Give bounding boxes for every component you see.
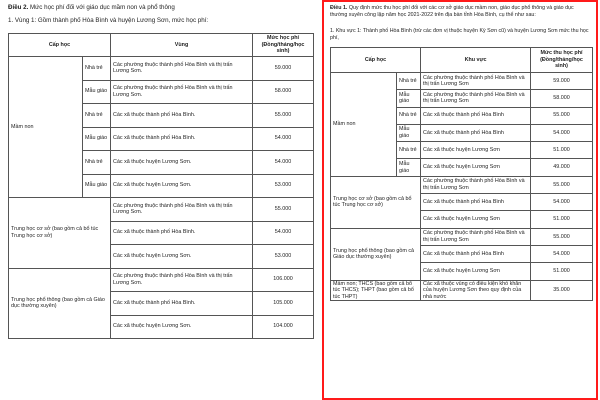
- fee-cell: 51.000: [531, 211, 593, 228]
- fee-cell: 55.000: [531, 228, 593, 245]
- level-cell: Trung học phổ thông (bao gồm cả Giáo dục thường xuyên): [331, 228, 421, 280]
- left-article-title: [8, 4, 313, 12]
- age-type-cell: Nhà trẻ: [83, 151, 111, 175]
- table-row: [331, 176, 593, 193]
- right-header-region: Khu vực: [421, 48, 531, 73]
- fee-cell: 58.000: [531, 90, 593, 107]
- right-document-highlighted: [322, 0, 598, 400]
- age-type-cell: Mẫu giáo: [397, 90, 421, 107]
- fee-cell: 53.000: [253, 245, 314, 269]
- left-article-text: Mức học phí đối với giáo dục mầm non và phổ thông: [28, 4, 175, 11]
- left-header-row: [9, 34, 314, 57]
- table-row: [331, 228, 593, 245]
- left-table-body: [9, 57, 314, 339]
- region-cell: Các xã thuộc huyện Lương Sơn.: [111, 245, 253, 269]
- left-fee-table: [8, 33, 314, 339]
- right-table-body: [331, 73, 593, 301]
- fee-cell: 51.000: [531, 142, 593, 159]
- age-type-cell: Mẫu giáo: [397, 159, 421, 176]
- age-type-cell: Mẫu giáo: [83, 127, 111, 151]
- right-header-fee: Mức thu học phí (Đồng/tháng/học sinh): [531, 48, 593, 73]
- fee-cell: 105.000: [253, 292, 314, 316]
- age-type-cell: Nhà trẻ: [83, 104, 111, 128]
- age-type-cell: Nhà trẻ: [83, 57, 111, 81]
- region-cell: Các phường thuộc thành phố Hòa Bình và thị trấn Lương Sơn.: [111, 198, 253, 222]
- age-type-cell: Mẫu giáo: [83, 174, 111, 198]
- left-header-fee: Mức học phí (Đồng/tháng/học sinh): [253, 34, 314, 57]
- level-cell: Mầm non: [331, 73, 397, 177]
- fee-cell: 53.000: [253, 174, 314, 198]
- level-cell: Trung học phổ thông (bao gồm cả Giáo dục thường xuyên): [9, 268, 111, 339]
- fee-cell: 54.000: [531, 245, 593, 262]
- left-region-subtitle: 1. Vùng 1: Gồm thành phố Hòa Bình và huyện Lương Sơn, mức học phí:: [8, 17, 209, 24]
- region-cell: Các phường thuộc thành phố Hòa Bình và thị trấn Lương Sơn.: [111, 57, 253, 81]
- fee-cell: 59.000: [531, 73, 593, 90]
- age-type-cell: Mẫu giáo: [83, 80, 111, 104]
- region-cell: Các xã thuộc huyện Lương Sơn: [421, 263, 531, 280]
- left-header-level: Cấp học: [9, 34, 111, 57]
- fee-cell: 55.000: [531, 107, 593, 124]
- region-cell: Các xã thuộc thành phố Hòa Bình: [421, 194, 531, 211]
- fee-cell: 54.000: [253, 151, 314, 175]
- region-cell: Các xã thuộc huyện Lương Sơn.: [111, 174, 253, 198]
- fee-cell: 55.000: [531, 176, 593, 193]
- fee-cell: 58.000: [253, 80, 314, 104]
- right-region-subtitle: 1. Khu vực 1: Thành phố Hòa Bình (trừ các đơn vị thuộc huyện Kỳ Sơn cũ) và huyện Lương Sơn mức thu học phí,: [330, 28, 589, 41]
- fee-cell: 55.000: [253, 104, 314, 128]
- region-cell: Các phường thuộc thành phố Hòa Bình và thị trấn Lương Sơn: [421, 176, 531, 193]
- region-cell: Các xã thuộc thành phố Hòa Bình.: [111, 292, 253, 316]
- right-article-number: Điều 1.: [330, 5, 348, 11]
- region-cell: Các xã thuộc vùng có điều kiện khó khăn của huyện Lương Sơn theo quy định của nhà nước: [421, 280, 531, 301]
- region-cell: Các phường thuộc thành phố Hòa Bình và thị trấn Lương Sơn: [421, 73, 531, 90]
- table-row: [9, 268, 314, 292]
- fee-cell: 104.000: [253, 315, 314, 339]
- region-cell: Các xã thuộc thành phố Hòa Bình: [421, 107, 531, 124]
- fee-cell: 106.000: [253, 268, 314, 292]
- region-cell: Các xã thuộc thành phố Hòa Bình.: [111, 127, 253, 151]
- region-cell: Các xã thuộc thành phố Hòa Bình: [421, 245, 531, 262]
- right-article-title: [330, 5, 592, 19]
- region-cell: Các xã thuộc thành phố Hòa Bình.: [111, 221, 253, 245]
- region-cell: Các phường thuộc thành phố Hòa Bình và thị trấn Lương Sơn.: [111, 268, 253, 292]
- age-type-cell: Nhà trẻ: [397, 142, 421, 159]
- table-row: [331, 73, 593, 90]
- region-cell: Các phường thuộc thành phố Hòa Bình và thị trấn Lương Sơn: [421, 90, 531, 107]
- fee-cell: 54.000: [253, 127, 314, 151]
- fee-cell: 35.000: [531, 280, 593, 301]
- region-cell: Các xã thuộc huyện Lương Sơn: [421, 159, 531, 176]
- fee-cell: 49.000: [531, 159, 593, 176]
- right-header-level: Cấp học: [331, 48, 421, 73]
- right-fee-table: [330, 47, 593, 301]
- age-type-cell: Nhà trẻ: [397, 107, 421, 124]
- region-cell: Các xã thuộc thành phố Hòa Bình.: [111, 104, 253, 128]
- level-cell: Trung học cơ sở (bao gồm cả bổ túc Trung học cơ sở): [9, 198, 111, 269]
- region-cell: Các xã thuộc huyện Lương Sơn.: [111, 151, 253, 175]
- right-header-row: [331, 48, 593, 73]
- region-cell: Các xã thuộc thành phố Hòa Bình: [421, 124, 531, 141]
- fee-cell: 59.000: [253, 57, 314, 81]
- fee-cell: 54.000: [531, 124, 593, 141]
- level-cell: Mầm non: [9, 57, 83, 198]
- table-row: [9, 198, 314, 222]
- level-cell: Mầm non; THCS (bao gồm cả bổ túc THCS); THPT (bao gồm cả bổ túc THPT): [331, 280, 421, 301]
- left-article-number: Điều 2.: [8, 4, 29, 11]
- fee-cell: 55.000: [253, 198, 314, 222]
- fee-cell: 54.000: [253, 221, 314, 245]
- region-cell: Các phường thuộc thành phố Hòa Bình và thị trấn Lương Sơn.: [111, 80, 253, 104]
- left-header-region: Vùng: [111, 34, 253, 57]
- fee-cell: 51.000: [531, 263, 593, 280]
- region-cell: Các xã thuộc huyện Lương Sơn.: [111, 315, 253, 339]
- region-cell: Các phường thuộc thành phố Hòa Bình và thị trấn Lương Sơn: [421, 228, 531, 245]
- age-type-cell: Mẫu giáo: [397, 124, 421, 141]
- right-article-text: Quy định mức thu học phí đối với các cơ sở giáo dục mầm non, giáo dục phổ thông và giáo dục thường xuyên công lập năm học 2021-2022 trên địa bàn tỉnh Hòa Bình, cụ thể như sau:: [330, 5, 574, 18]
- level-cell: Trung học cơ sở (bao gồm cả bổ túc Trung học cơ sở): [331, 176, 421, 228]
- age-type-cell: Nhà trẻ: [397, 73, 421, 90]
- region-cell: Các xã thuộc huyện Lương Sơn: [421, 142, 531, 159]
- table-row: [331, 280, 593, 301]
- fee-cell: 54.000: [531, 194, 593, 211]
- region-cell: Các xã thuộc huyện Lương Sơn: [421, 211, 531, 228]
- table-row: [9, 57, 314, 81]
